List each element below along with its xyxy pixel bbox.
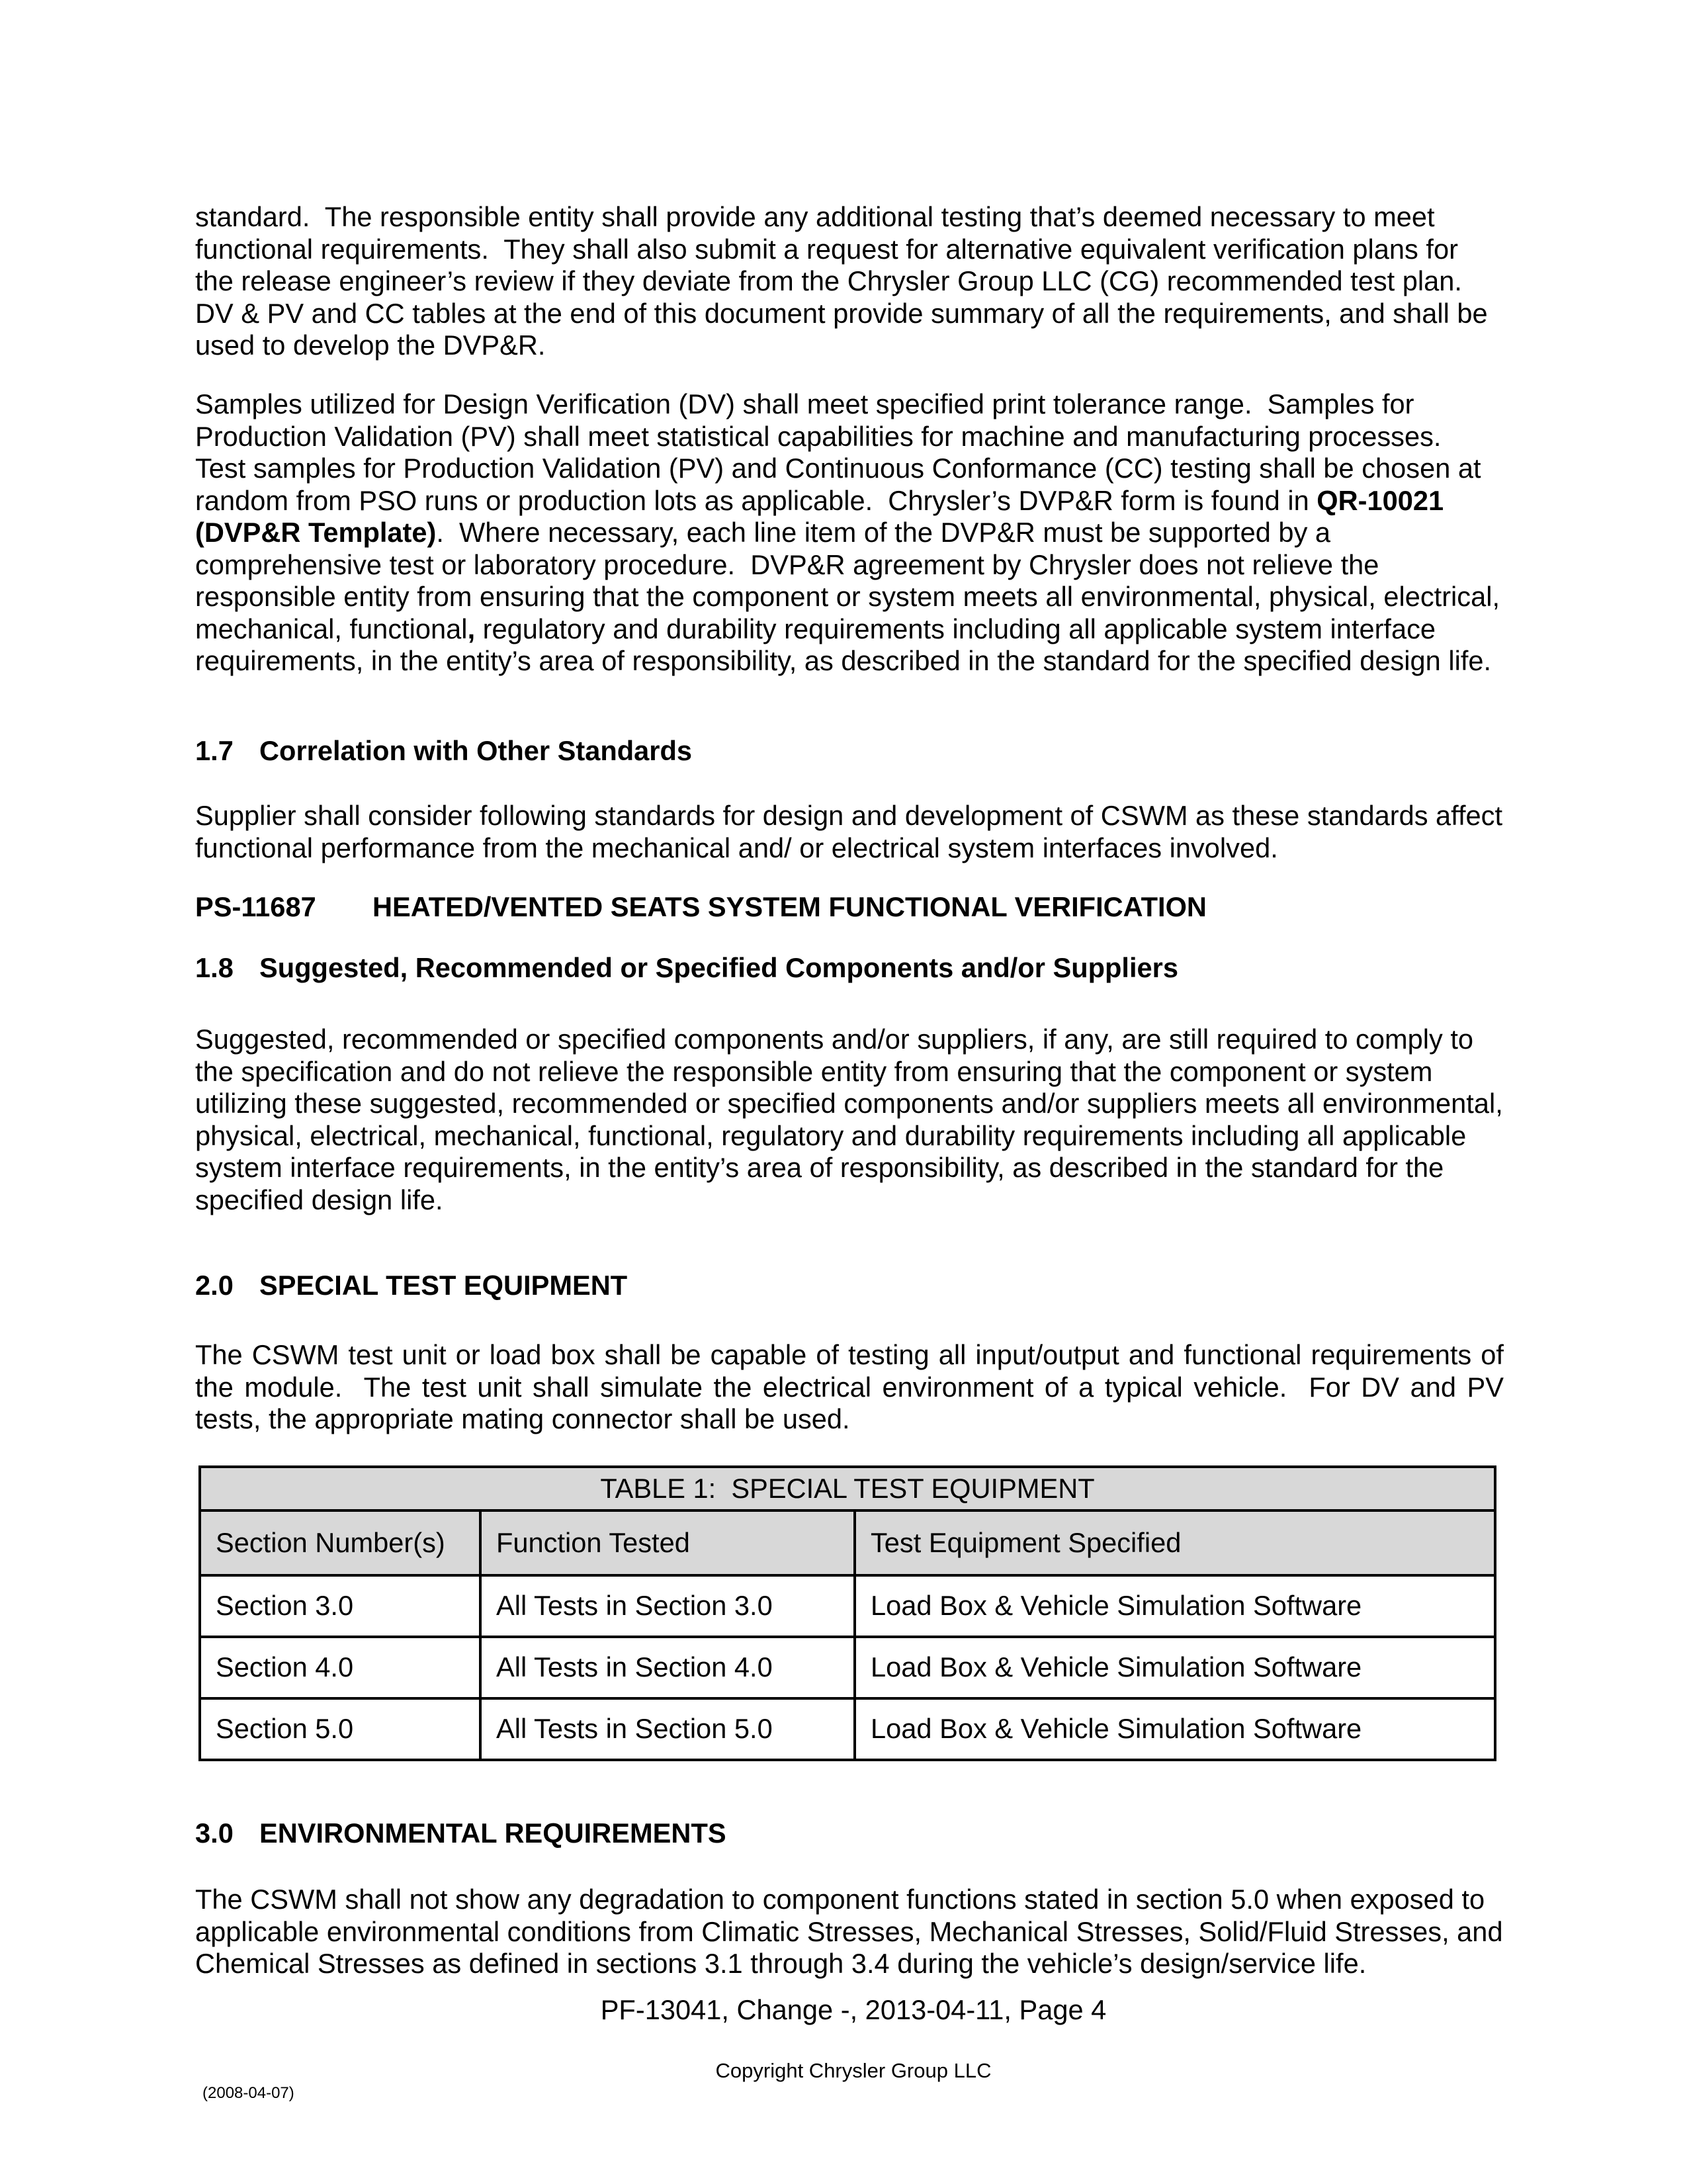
footer-document-line: PF-13041, Change -, 2013-04-11, Page 4	[600, 1994, 1107, 2025]
table-cell: Section 5.0	[200, 1698, 480, 1760]
table-header-section-numbers: Section Number(s)	[200, 1510, 480, 1575]
heading-1-7	[195, 735, 1504, 767]
special-test-equipment-table	[198, 1465, 1496, 1761]
heading-1-8-title: Suggested, Recommended or Specified Components and/or Suppliers	[259, 952, 1178, 983]
paragraph-samples	[195, 388, 1504, 677]
heading-ps-11687-number: PS-11687	[195, 891, 316, 922]
heading-3-0-title: ENVIRONMENTAL REQUIREMENTS	[259, 1817, 726, 1849]
paragraph-standard-intro: standard. The responsible entity shall provide any additional testing that’s deemed necessary to meet functional requirements. They shall also submit a request for alternative equivalent verification plans for the release engineer’s review if they deviate from the Chrysler Group LLC (CG) recommended test plan. DV & PV and CC tables at the end of this document provide summary of all the requirements, and shall be used to develop the DVP&R.	[195, 201, 1488, 361]
table-cell: Load Box & Vehicle Simulation Software	[855, 1575, 1495, 1637]
heading-ps-11687	[195, 891, 1504, 924]
table-cell: All Tests in Section 4.0	[480, 1637, 855, 1698]
heading-3-0	[195, 1817, 1504, 1850]
paragraph-correlation: Supplier shall consider following standards for design and development of CSWM as these standards affect functional performance from the mechanical and/ or electrical system interfaces involved.	[195, 800, 1503, 863]
paragraph-special-test-equipment: The CSWM test unit or load box shall be capable of testing all input/output and functional requirements of the module. The test unit shall simulate the electrical environment of a typical vehicle. For DV and PV tests, the appropriate mating connector shall be used.	[195, 1339, 1504, 1434]
table-header-function-tested: Function Tested	[480, 1510, 855, 1575]
heading-1-8	[195, 952, 1504, 984]
table-cell: All Tests in Section 3.0	[480, 1575, 855, 1637]
table-cell: Section 4.0	[200, 1637, 480, 1698]
heading-2-0	[195, 1270, 1504, 1302]
paragraph-samples-run5: regulatory and durability requirements including all applicable system interface requirements, in the entity’s area of responsibility, as described in the standard for the specified design life.	[195, 613, 1492, 676]
paragraph-samples-run4-bold: ,	[467, 613, 476, 644]
paragraph-environmental: The CSWM shall not show any degradation to component functions stated in section 5.0 when exposed to applicable environmental conditions from Climatic Stresses, Mechanical Stresses, Solid/Fluid Stresses, and Chemical Stresses as defined in sections 3.1 through 3.4 during the vehicle’s design/service life.	[195, 1884, 1503, 1979]
heading-1-7-title: Correlation with Other Standards	[259, 735, 693, 766]
paragraph-samples-run1: Samples utilized for Design Verification (DV) shall meet specified print tolerance range. Samples for Production Validation (PV) shall meet statistical capabilities for machine and manufacturing processes. Test samples for Production Validation (PV) and Continuous Conformance (CC) testing shall be chosen at random from PSO runs or production lots as applicable. Chrysler’s DVP&R form is found in	[195, 388, 1481, 516]
table-title: TABLE 1: SPECIAL TEST EQUIPMENT	[200, 1467, 1495, 1510]
table-cell: All Tests in Section 5.0	[480, 1698, 855, 1760]
paragraph-samples-run2-bold: QR-10021 (DVP&R Template)	[195, 484, 1444, 548]
table-row	[200, 1698, 1495, 1760]
heading-3-0-number: 3.0	[195, 1817, 234, 1849]
table-row	[200, 1575, 1495, 1637]
heading-2-0-number: 2.0	[195, 1270, 234, 1301]
heading-ps-11687-title: HEATED/VENTED SEATS SYSTEM FUNCTIONAL VERIFICATION	[372, 891, 1207, 922]
heading-1-7-number: 1.7	[195, 735, 234, 766]
heading-1-8-number: 1.8	[195, 952, 234, 983]
footer-copyright: Copyright Chrysler Group LLC	[715, 2059, 992, 2082]
paragraph-suggested-components: Suggested, recommended or specified components and/or suppliers, if any, are still required to comply to the specification and do not relieve the responsible entity from ensuring that the component or system utilizing these suggested, recommended or specified components and/or suppliers meets all environmental, physical, electrical, mechanical, functional, regulatory and durability requirements including all applicable system interface requirements, in the entity’s area of responsibility, as described in the standard for the specified design life.	[195, 1024, 1503, 1215]
table-row	[200, 1637, 1495, 1698]
table-cell: Section 3.0	[200, 1575, 480, 1637]
paragraph-samples-run3: . Where necessary, each line item of the DVP&R must be supported by a comprehensive test or laboratory procedure. DVP&R agreement by Chrysler does not relieve the responsible entity from ensuring that the component or system meets all environmental, physical, electrical, mechanical, functional	[195, 517, 1500, 644]
table-cell: Load Box & Vehicle Simulation Software	[855, 1698, 1495, 1760]
table-cell: Load Box & Vehicle Simulation Software	[855, 1637, 1495, 1698]
footer-revision-date: (2008-04-07)	[202, 2084, 294, 2102]
heading-2-0-title: SPECIAL TEST EQUIPMENT	[259, 1270, 628, 1301]
table-header-test-equipment: Test Equipment Specified	[855, 1510, 1495, 1575]
